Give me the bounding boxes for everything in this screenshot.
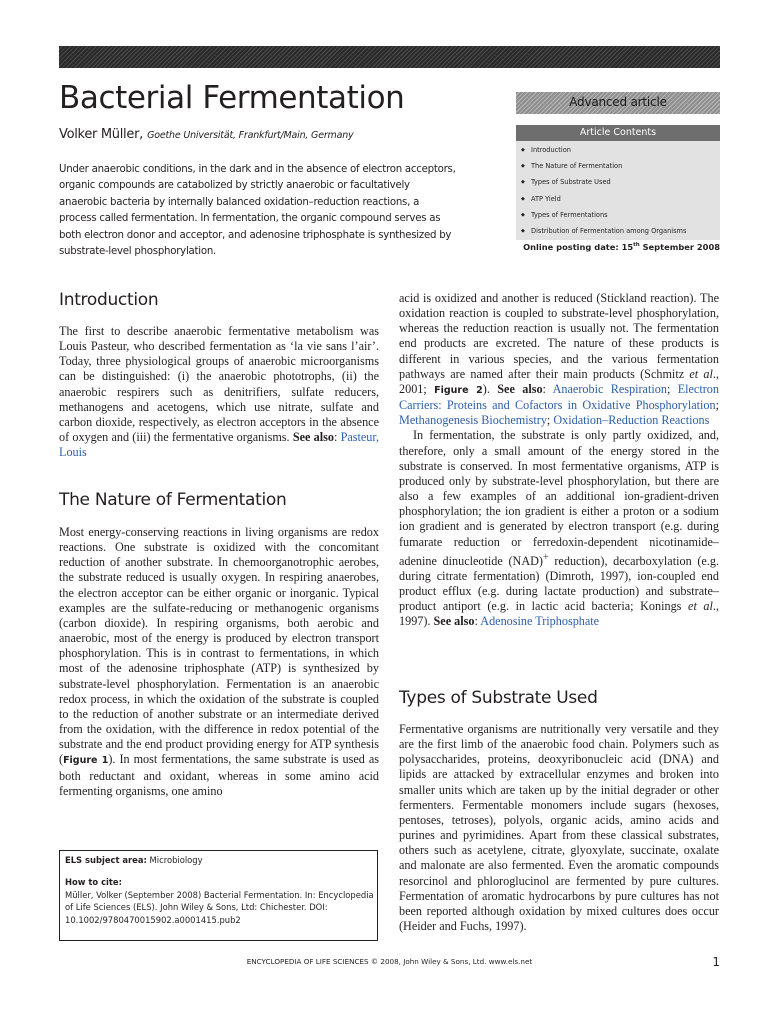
link-anaerobic-respiration[interactable]: Anaerobic Respiration [552, 381, 667, 396]
contents-item[interactable]: ◆ Types of Fermentations [516, 209, 720, 225]
link-pasteur[interactable]: Pasteur, Louis [59, 430, 379, 460]
advanced-article-label: Advanced article [569, 95, 667, 109]
figure-2-ref[interactable]: Figure 2 [434, 384, 483, 396]
article-title: Bacterial Fermentation [59, 80, 405, 116]
contents-item[interactable]: ◆ ATP Yield [516, 193, 720, 209]
link-adenosine-triphosphate[interactable]: Adenosine Triphosphate [480, 614, 600, 629]
heading-types-of-substrate: Types of Substrate Used [399, 688, 598, 708]
link-oxidation-reduction[interactable]: Oxidation–Reduction Reactions [553, 413, 710, 428]
author-line [59, 127, 353, 142]
author-name: Volker Müller, [59, 127, 143, 142]
header-hatch-bar [59, 46, 720, 68]
footer-copyright: ENCYCLOPEDIA OF LIFE SCIENCES © 2008, John Wiley & Sons, Ltd. www.els.net [246, 957, 533, 966]
contents-item[interactable]: ◆ Types of Substrate Used [516, 176, 720, 192]
contents-item[interactable]: ◆ The Nature of Fermentation [516, 160, 720, 176]
article-contents-title: Article Contents [516, 125, 720, 141]
citation-box [59, 850, 378, 941]
heading-introduction: Introduction [59, 290, 159, 310]
types-paragraph: Fermentative organisms are nutritionally very versatile and they are the first limb of the anaerobic food chain. Polymers such as polysaccharides, proteins, deoxyribonucleic acid (DNA) and lipids are attacked by extracellular enzymes and broken into smaller units which are taken up by the initial degrader or other fermenters. Fermentable monomers include sugars (hexoses, pentoses, tetroses), polyols, organic acids, amino acids and purines and pyrimidines. Apart from these classical substrates, others such as acetylene, citrate, glyoxylate, succinate, oxalate and malonate are also fermented. Even the aromatic compounds resorcinol and phloroglucinol are fermented by pure cultures. Fermentation of aromatic hydrocarbons by pure cultures has not been reported although oxidation by mixed cultures does occur (Heider and Fuchs, 1997). [399, 722, 719, 934]
nature-paragraph-continued: acid is oxidized and another is reduced (Stickland reaction). The oxidation reaction is coupled to substrate-level phosphorylation, whereas the reduction reaction is usually not. The fermentation end products are excreted. The nature of these products is different in various species, and the various fermentation pathways are named after their main products (Schmitz et al., 2001; Figure 2). See also: Anaerobic Respiration; Electron Carriers: Proteins and Cofactors in Oxidative Phosphorylation; Methanogenesis Biochemistry; Oxidation–Reduction Reactions In fermentation, the substrate is only partly oxidized, and, therefore, only a small amount of the energy stored in the substrate is conserved. In most fermentative organisms, ATP is produced only by substrate-level phosphorylation, but there are also a few examples of an additional ion-gradient-driven phosphorylation; the ion gradient is either a proton or a sodium ion gradient and is generated by electron transport (e.g. during fumarate reduction or ferredoxin-dependent nicotinamide–adenine dinucleotide (NAD)+ reduction), decarboxylation (e.g. during citrate fermentation) (Dimroth, 1997), ion-coupled end product efflux (e.g. during lactate production) and substrate–product antiport (e.g. in lactic acid bacteria; Konings et al., 1997). See also: Adenosine Triphosphate [399, 291, 720, 629]
advanced-article-banner [516, 92, 720, 114]
figure-1-ref[interactable]: Figure 1 [63, 755, 109, 767]
citation-text: Müller, Volker (September 2008) Bacterial Fermentation. In: Encyclopedia of Life Sciences (ELS). John Wiley & Sons, Ltd: Chichester. DOI: 10.1002/9780470015902.a0001415.pub2 [65, 889, 374, 926]
subject-area: ELS subject area: Microbiology [65, 855, 203, 865]
contents-item[interactable]: ◆ Distribution of Fermentation among Organisms [516, 225, 720, 241]
link-electron-carriers[interactable]: Electron Carriers: Proteins and Cofactors in Oxidative Phosphorylation [399, 381, 719, 413]
intro-paragraph: The first to describe anaerobic fermentative metabolism was Louis Pasteur, who described fermentation as ‘la vie sans l’air’. Today, three physiological groups of anaerobic microorganisms can be distinguished: (i) the anaerobic phototrophs, (ii) the anaerobic respirers such as denitrifiers, sulfate reducers, methanogens and acetogens, which use nitrate, sulfate and carbon dioxide, respectively, as electron acceptors in the absence of oxygen and (iii) the fermentative organisms. See also: Pasteur, Louis [59, 324, 379, 460]
abstract: Under anaerobic conditions, in the dark and in the absence of electron acceptors, organic compounds are catabolized by strictly anaerobic or facultatively anaerobic bacteria by internally balanced oxidation–reduction reactions, a process called fermentation. In fermentation, the organic compound serves as both electron donor and acceptor, and adenosine triphosphate is synthesized by substrate-level phosphorylation. [59, 164, 456, 258]
contents-item[interactable]: ◆ Introduction [516, 144, 720, 160]
heading-nature-of-fermentation: The Nature of Fermentation [59, 490, 287, 510]
how-to-cite-label: How to cite: [65, 876, 122, 887]
page-number: 1 [712, 955, 720, 969]
nature-paragraph: Most energy-conserving reactions in living organisms are redox reactions. One substrate is oxidized with the concomitant reduction of another substrate. In chemoorganotrophic aerobes, the substrate reduced is usually oxygen. In respiring anaerobes, the electron acceptor can be either organic or inorganic. Typical examples are the sulfate-reducing or methanogenic organisms (carbon dioxide). In respiring organisms, both aerobic and anaerobic, most of the energy is produced by electron transport phosphorylation. This is in contrast to fermentations, in which most of the adenosine triphosphate (ATP) is synthesized by substrate-level phosphorylation. Fermentation is an anaerobic redox process, in which the oxidation of the substrate is coupled to the reduction of another substrate or an intermediate derived from the oxidation, with the difference in redox potential of the substrate and the end product providing energy for ATP synthesis (Figure 1). In most fermentations, the same substrate is used as both reductant and oxidant, whereas in some amino acid fermenting organisms, one amino [59, 525, 380, 798]
link-methanogenesis[interactable]: Methanogenesis Biochemistry [399, 413, 547, 428]
article-contents-list [516, 141, 720, 240]
author-affiliation: Goethe Universität, Frankfurt/Main, Germany [147, 130, 354, 141]
posting-date: Online posting date: 15th September 2008 [523, 242, 720, 252]
